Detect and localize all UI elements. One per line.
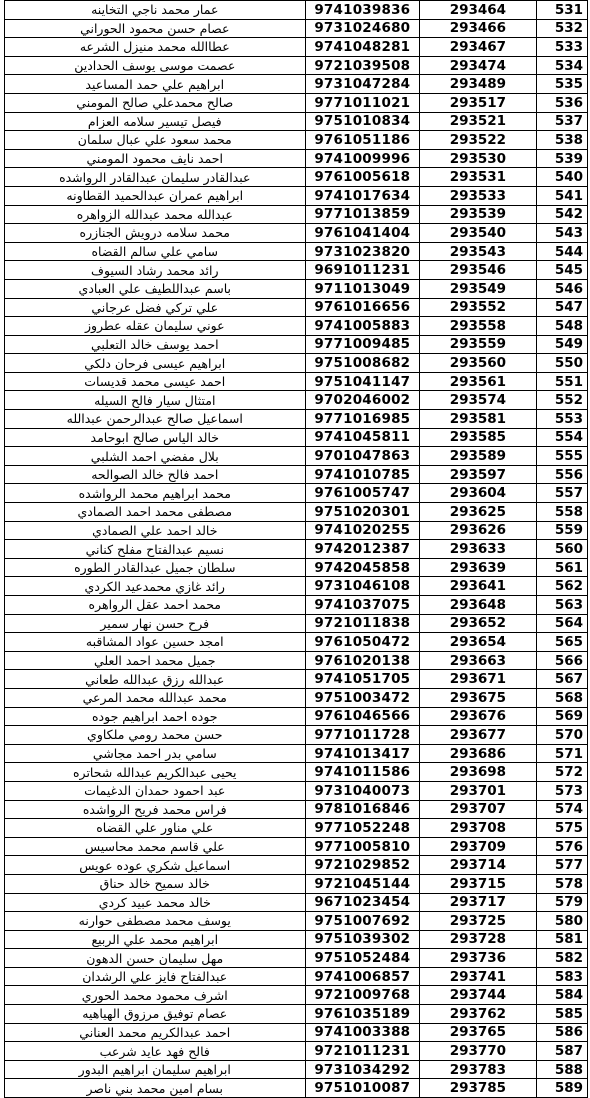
phone-number-cell: 9761050472 xyxy=(305,633,420,652)
name-cell: بلال مفضي احمد الشلبي xyxy=(5,447,306,466)
row-number-cell: 554 xyxy=(536,428,587,447)
id-number-cell: 293675 xyxy=(420,688,537,707)
row-number-cell: 580 xyxy=(536,912,587,931)
row-number-cell: 586 xyxy=(536,1023,587,1042)
name-cell: امتثال سيار فالح السيله xyxy=(5,391,306,410)
id-number-cell: 293639 xyxy=(420,558,537,577)
row-number-cell: 559 xyxy=(536,521,587,540)
phone-number-cell: 9731047284 xyxy=(305,75,420,94)
phone-number-cell: 9741051705 xyxy=(305,670,420,689)
name-cell: نسيم عبدالفتاح مفلح كناني xyxy=(5,540,306,559)
row-number-cell: 533 xyxy=(536,38,587,57)
table-row xyxy=(5,465,588,484)
row-number-cell: 577 xyxy=(536,856,587,875)
phone-number-cell: 9771016985 xyxy=(305,410,420,429)
name-cell: عصام توفيق مرزوق الهياهيه xyxy=(5,1005,306,1024)
phone-number-cell: 9731034292 xyxy=(305,1060,420,1079)
name-cell: محمد احمد عقل الرواهره xyxy=(5,596,306,615)
name-cell: عصام حسن محمود الحوراني xyxy=(5,19,306,38)
name-cell: جميل محمد احمد العلي xyxy=(5,651,306,670)
id-number-cell: 293744 xyxy=(420,986,537,1005)
row-number-cell: 551 xyxy=(536,372,587,391)
phone-number-cell: 9741010785 xyxy=(305,465,420,484)
table-row xyxy=(5,651,588,670)
id-number-cell: 293559 xyxy=(420,335,537,354)
phone-number-cell: 9771011021 xyxy=(305,93,420,112)
id-number-cell: 293466 xyxy=(420,19,537,38)
name-cell: ابراهيم سليمان ابراهيم البدور xyxy=(5,1060,306,1079)
row-number-cell: 543 xyxy=(536,224,587,243)
row-number-cell: 572 xyxy=(536,763,587,782)
row-number-cell: 561 xyxy=(536,558,587,577)
id-number-cell: 293522 xyxy=(420,131,537,150)
phone-number-cell: 9741003388 xyxy=(305,1023,420,1042)
table-row xyxy=(5,986,588,1005)
row-number-cell: 548 xyxy=(536,317,587,336)
row-number-cell: 538 xyxy=(536,131,587,150)
table-row xyxy=(5,149,588,168)
table-row xyxy=(5,819,588,838)
name-cell: سامي علي سالم القضاه xyxy=(5,242,306,261)
row-number-cell: 569 xyxy=(536,707,587,726)
table-row xyxy=(5,912,588,931)
name-cell: احمد فالح خالد الصوالحه xyxy=(5,465,306,484)
phone-number-cell: 9761035189 xyxy=(305,1005,420,1024)
phone-number-cell: 9771005810 xyxy=(305,837,420,856)
row-number-cell: 557 xyxy=(536,484,587,503)
row-number-cell: 581 xyxy=(536,930,587,949)
name-cell: جوده احمد ابراهيم جوده xyxy=(5,707,306,726)
row-number-cell: 546 xyxy=(536,279,587,298)
table-row xyxy=(5,298,588,317)
phone-number-cell: 9751039302 xyxy=(305,930,420,949)
name-cell: بسام امين محمد بني ناصر xyxy=(5,1079,306,1098)
phone-number-cell: 9741013417 xyxy=(305,744,420,763)
row-number-cell: 535 xyxy=(536,75,587,94)
id-number-cell: 293762 xyxy=(420,1005,537,1024)
name-cell: خالد محمد عبيد كردي xyxy=(5,893,306,912)
id-number-cell: 293725 xyxy=(420,912,537,931)
name-cell: فرح حسن نهار سمير xyxy=(5,614,306,633)
name-cell: ابراهيم علي حمد المساعيد xyxy=(5,75,306,94)
table-row xyxy=(5,391,588,410)
row-number-cell: 584 xyxy=(536,986,587,1005)
table-row xyxy=(5,614,588,633)
phone-number-cell: 9691011231 xyxy=(305,261,420,280)
id-number-cell: 293707 xyxy=(420,800,537,819)
table-row xyxy=(5,949,588,968)
id-number-cell: 293648 xyxy=(420,596,537,615)
table-row xyxy=(5,428,588,447)
id-number-cell: 293585 xyxy=(420,428,537,447)
phone-number-cell: 9751008682 xyxy=(305,354,420,373)
row-number-cell: 588 xyxy=(536,1060,587,1079)
table-row xyxy=(5,354,588,373)
table-row xyxy=(5,726,588,745)
row-number-cell: 542 xyxy=(536,205,587,224)
id-number-cell: 293626 xyxy=(420,521,537,540)
id-number-cell: 293677 xyxy=(420,726,537,745)
name-cell: محمد سلامه درويش الجنازره xyxy=(5,224,306,243)
table-row xyxy=(5,335,588,354)
id-number-cell: 293641 xyxy=(420,577,537,596)
table-row xyxy=(5,874,588,893)
row-number-cell: 562 xyxy=(536,577,587,596)
name-cell: ابراهيم محمد علي الربيع xyxy=(5,930,306,949)
name-cell: رائد محمد رشاد السيوف xyxy=(5,261,306,280)
name-cell: عبدالقادر سليمان عبدالقادر الرواشده xyxy=(5,168,306,187)
id-number-cell: 293676 xyxy=(420,707,537,726)
phone-number-cell: 9721011231 xyxy=(305,1042,420,1061)
table-row xyxy=(5,503,588,522)
phone-number-cell: 9761046566 xyxy=(305,707,420,726)
table-row xyxy=(5,19,588,38)
row-number-cell: 539 xyxy=(536,149,587,168)
name-cell: ابراهيم عيسى فرحان دلكي xyxy=(5,354,306,373)
row-number-cell: 576 xyxy=(536,837,587,856)
table-row xyxy=(5,930,588,949)
id-number-cell: 293543 xyxy=(420,242,537,261)
name-cell: علي قاسم محمد محاسيس xyxy=(5,837,306,856)
row-number-cell: 566 xyxy=(536,651,587,670)
row-number-cell: 531 xyxy=(536,1,587,20)
phone-number-cell: 9701047863 xyxy=(305,447,420,466)
row-number-cell: 534 xyxy=(536,56,587,75)
row-number-cell: 589 xyxy=(536,1079,587,1098)
row-number-cell: 579 xyxy=(536,893,587,912)
name-cell: خالد الياس صالح ابوحامد xyxy=(5,428,306,447)
id-number-cell: 293474 xyxy=(420,56,537,75)
row-number-cell: 567 xyxy=(536,670,587,689)
name-cell: امجد حسين عواد المشاقبه xyxy=(5,633,306,652)
id-number-cell: 293770 xyxy=(420,1042,537,1061)
name-cell: يحيى عبدالكريم عبدالله شحاتره xyxy=(5,763,306,782)
row-number-cell: 553 xyxy=(536,410,587,429)
name-cell: سامي بدر احمد مجاشي xyxy=(5,744,306,763)
phone-number-cell: 9741009996 xyxy=(305,149,420,168)
row-number-cell: 552 xyxy=(536,391,587,410)
id-number-cell: 293552 xyxy=(420,298,537,317)
table-row xyxy=(5,372,588,391)
phone-number-cell: 9721045144 xyxy=(305,874,420,893)
id-number-cell: 293785 xyxy=(420,1079,537,1098)
row-number-cell: 545 xyxy=(536,261,587,280)
phone-number-cell: 9731040073 xyxy=(305,781,420,800)
phone-number-cell: 9721029852 xyxy=(305,856,420,875)
phone-number-cell: 9671023454 xyxy=(305,893,420,912)
id-number-cell: 293736 xyxy=(420,949,537,968)
id-number-cell: 293633 xyxy=(420,540,537,559)
id-number-cell: 293530 xyxy=(420,149,537,168)
table-row xyxy=(5,279,588,298)
row-number-cell: 536 xyxy=(536,93,587,112)
id-number-cell: 293560 xyxy=(420,354,537,373)
name-cell: عبدالله رزق عبدالله طعاني xyxy=(5,670,306,689)
id-number-cell: 293597 xyxy=(420,465,537,484)
name-cell: محمد سعود علي عبال سلمان xyxy=(5,131,306,150)
name-cell: رائد غازي محمدعيد الكردي xyxy=(5,577,306,596)
phone-number-cell: 9741048281 xyxy=(305,38,420,57)
phone-number-cell: 9761016656 xyxy=(305,298,420,317)
name-cell: علي مناور علي القضاه xyxy=(5,819,306,838)
table-row xyxy=(5,1023,588,1042)
id-number-cell: 293671 xyxy=(420,670,537,689)
id-number-cell: 293686 xyxy=(420,744,537,763)
name-cell: عمار محمد ناجي التخاينه xyxy=(5,1,306,20)
table-row xyxy=(5,1042,588,1061)
row-number-cell: 541 xyxy=(536,186,587,205)
id-number-cell: 293539 xyxy=(420,205,537,224)
id-number-cell: 293708 xyxy=(420,819,537,838)
id-number-cell: 293714 xyxy=(420,856,537,875)
row-number-cell: 560 xyxy=(536,540,587,559)
table-row xyxy=(5,168,588,187)
name-cell: علي تركي فضل عرجاني xyxy=(5,298,306,317)
id-number-cell: 293489 xyxy=(420,75,537,94)
results-table xyxy=(4,0,588,1098)
id-number-cell: 293467 xyxy=(420,38,537,57)
table-row xyxy=(5,484,588,503)
table-row xyxy=(5,800,588,819)
phone-number-cell: 9761051186 xyxy=(305,131,420,150)
row-number-cell: 540 xyxy=(536,168,587,187)
name-cell: احمد عبدالكريم محمد العناني xyxy=(5,1023,306,1042)
phone-number-cell: 9771013859 xyxy=(305,205,420,224)
name-cell: يوسف محمد مصطفى حوارنه xyxy=(5,912,306,931)
table-row xyxy=(5,781,588,800)
id-number-cell: 293604 xyxy=(420,484,537,503)
name-cell: ابراهيم عمران عبدالحميد القطاونه xyxy=(5,186,306,205)
phone-number-cell: 9741020255 xyxy=(305,521,420,540)
table-row xyxy=(5,521,588,540)
table-row xyxy=(5,1,588,20)
table-row xyxy=(5,112,588,131)
id-number-cell: 293728 xyxy=(420,930,537,949)
table-row xyxy=(5,205,588,224)
name-cell: صالح محمدعلي صالح المومني xyxy=(5,93,306,112)
id-number-cell: 293663 xyxy=(420,651,537,670)
row-number-cell: 565 xyxy=(536,633,587,652)
id-number-cell: 293464 xyxy=(420,1,537,20)
row-number-cell: 578 xyxy=(536,874,587,893)
name-cell: سلطان جميل عبدالقادر الطوره xyxy=(5,558,306,577)
id-number-cell: 293652 xyxy=(420,614,537,633)
row-number-cell: 550 xyxy=(536,354,587,373)
table-row xyxy=(5,707,588,726)
row-number-cell: 532 xyxy=(536,19,587,38)
table-row xyxy=(5,1005,588,1024)
id-number-cell: 293574 xyxy=(420,391,537,410)
row-number-cell: 558 xyxy=(536,503,587,522)
name-cell: عطاالله محمد منيزل الشرعه xyxy=(5,38,306,57)
table-row xyxy=(5,967,588,986)
row-number-cell: 549 xyxy=(536,335,587,354)
table-row xyxy=(5,670,588,689)
table-row xyxy=(5,131,588,150)
id-number-cell: 293589 xyxy=(420,447,537,466)
phone-number-cell: 9751041147 xyxy=(305,372,420,391)
id-number-cell: 293715 xyxy=(420,874,537,893)
table-row xyxy=(5,856,588,875)
table-row xyxy=(5,744,588,763)
table-row xyxy=(5,75,588,94)
id-number-cell: 293558 xyxy=(420,317,537,336)
name-cell: اسماعيل صالح عبدالرحمن عبدالله xyxy=(5,410,306,429)
phone-number-cell: 9761005747 xyxy=(305,484,420,503)
phone-number-cell: 9751052484 xyxy=(305,949,420,968)
phone-number-cell: 9761041404 xyxy=(305,224,420,243)
id-number-cell: 293701 xyxy=(420,781,537,800)
name-cell: خالد احمد علي الصمادي xyxy=(5,521,306,540)
id-number-cell: 293561 xyxy=(420,372,537,391)
id-number-cell: 293783 xyxy=(420,1060,537,1079)
row-number-cell: 544 xyxy=(536,242,587,261)
table-row xyxy=(5,38,588,57)
phone-number-cell: 9751020301 xyxy=(305,503,420,522)
phone-number-cell: 9721039508 xyxy=(305,56,420,75)
phone-number-cell: 9741011586 xyxy=(305,763,420,782)
name-cell: عوني سليمان عقله عطروز xyxy=(5,317,306,336)
row-number-cell: 573 xyxy=(536,781,587,800)
phone-number-cell: 9741005883 xyxy=(305,317,420,336)
phone-number-cell: 9741037075 xyxy=(305,596,420,615)
name-cell: عبدالله محمد عبدالله الزواهره xyxy=(5,205,306,224)
id-number-cell: 293581 xyxy=(420,410,537,429)
phone-number-cell: 9751010087 xyxy=(305,1079,420,1098)
row-number-cell: 570 xyxy=(536,726,587,745)
phone-number-cell: 9721009768 xyxy=(305,986,420,1005)
row-number-cell: 555 xyxy=(536,447,587,466)
phone-number-cell: 9751010834 xyxy=(305,112,420,131)
name-cell: محمد ابراهيم محمد الرواشده xyxy=(5,484,306,503)
row-number-cell: 564 xyxy=(536,614,587,633)
phone-number-cell: 9742045858 xyxy=(305,558,420,577)
id-number-cell: 293765 xyxy=(420,1023,537,1042)
phone-number-cell: 9771052248 xyxy=(305,819,420,838)
phone-number-cell: 9731024680 xyxy=(305,19,420,38)
table-row xyxy=(5,688,588,707)
name-cell: اشرف محمود محمد الحوري xyxy=(5,986,306,1005)
table-row xyxy=(5,837,588,856)
table-row xyxy=(5,596,588,615)
phone-number-cell: 9751007692 xyxy=(305,912,420,931)
phone-number-cell: 9751003472 xyxy=(305,688,420,707)
phone-number-cell: 9731046108 xyxy=(305,577,420,596)
table-row xyxy=(5,317,588,336)
name-cell: خالد سميح خالد حناق xyxy=(5,874,306,893)
name-cell: عصمت موسى يوسف الحدادين xyxy=(5,56,306,75)
phone-number-cell: 9741006857 xyxy=(305,967,420,986)
row-number-cell: 587 xyxy=(536,1042,587,1061)
name-cell: اسماعيل شكري عوده عويس xyxy=(5,856,306,875)
table-row xyxy=(5,893,588,912)
name-cell: محمد عبدالله محمد المرعي xyxy=(5,688,306,707)
id-number-cell: 293741 xyxy=(420,967,537,986)
name-cell: مصطفى محمد احمد الصمادي xyxy=(5,503,306,522)
phone-number-cell: 9711013049 xyxy=(305,279,420,298)
row-number-cell: 556 xyxy=(536,465,587,484)
name-cell: فالح فهد عايد شرعب xyxy=(5,1042,306,1061)
phone-number-cell: 9742012387 xyxy=(305,540,420,559)
id-number-cell: 293709 xyxy=(420,837,537,856)
table-row xyxy=(5,224,588,243)
phone-number-cell: 9781016846 xyxy=(305,800,420,819)
table-row xyxy=(5,242,588,261)
table-row xyxy=(5,261,588,280)
phone-number-cell: 9761005618 xyxy=(305,168,420,187)
row-number-cell: 582 xyxy=(536,949,587,968)
table-row xyxy=(5,93,588,112)
name-cell: عبدالفتاح فايز علي الرشدان xyxy=(5,967,306,986)
table-row xyxy=(5,558,588,577)
id-number-cell: 293698 xyxy=(420,763,537,782)
phone-number-cell: 9741045811 xyxy=(305,428,420,447)
row-number-cell: 563 xyxy=(536,596,587,615)
row-number-cell: 585 xyxy=(536,1005,587,1024)
table-row xyxy=(5,410,588,429)
name-cell: فيصل تيسير سلامه العزام xyxy=(5,112,306,131)
phone-number-cell: 9741017634 xyxy=(305,186,420,205)
phone-number-cell: 9741039836 xyxy=(305,1,420,20)
id-number-cell: 293546 xyxy=(420,261,537,280)
table-row xyxy=(5,633,588,652)
id-number-cell: 293531 xyxy=(420,168,537,187)
id-number-cell: 293521 xyxy=(420,112,537,131)
phone-number-cell: 9771011728 xyxy=(305,726,420,745)
table-row xyxy=(5,577,588,596)
phone-number-cell: 9721011838 xyxy=(305,614,420,633)
name-cell: مهل سليمان حسن الدهون xyxy=(5,949,306,968)
row-number-cell: 574 xyxy=(536,800,587,819)
id-number-cell: 293517 xyxy=(420,93,537,112)
phone-number-cell: 9731023820 xyxy=(305,242,420,261)
table-row xyxy=(5,447,588,466)
name-cell: فراس محمد فريح الرواشده xyxy=(5,800,306,819)
name-cell: حسن محمد رومي ملكاوي xyxy=(5,726,306,745)
table-row xyxy=(5,186,588,205)
id-number-cell: 293654 xyxy=(420,633,537,652)
id-number-cell: 293717 xyxy=(420,893,537,912)
phone-number-cell: 9702046002 xyxy=(305,391,420,410)
name-cell: احمد عيسى محمد قديسات xyxy=(5,372,306,391)
table-row xyxy=(5,56,588,75)
table-row xyxy=(5,1060,588,1079)
name-cell: عبد احمود حمدان الدغيمات xyxy=(5,781,306,800)
id-number-cell: 293549 xyxy=(420,279,537,298)
name-cell: احمد نايف محمود المومني xyxy=(5,149,306,168)
row-number-cell: 571 xyxy=(536,744,587,763)
row-number-cell: 575 xyxy=(536,819,587,838)
name-cell: باسم عبداللطيف علي العبادي xyxy=(5,279,306,298)
id-number-cell: 293625 xyxy=(420,503,537,522)
row-number-cell: 537 xyxy=(536,112,587,131)
phone-number-cell: 9771009485 xyxy=(305,335,420,354)
name-cell: احمد يوسف خالد التعلبي xyxy=(5,335,306,354)
table-row xyxy=(5,540,588,559)
table-row xyxy=(5,763,588,782)
phone-number-cell: 9761020138 xyxy=(305,651,420,670)
id-number-cell: 293533 xyxy=(420,186,537,205)
row-number-cell: 547 xyxy=(536,298,587,317)
id-number-cell: 293540 xyxy=(420,224,537,243)
row-number-cell: 568 xyxy=(536,688,587,707)
row-number-cell: 583 xyxy=(536,967,587,986)
